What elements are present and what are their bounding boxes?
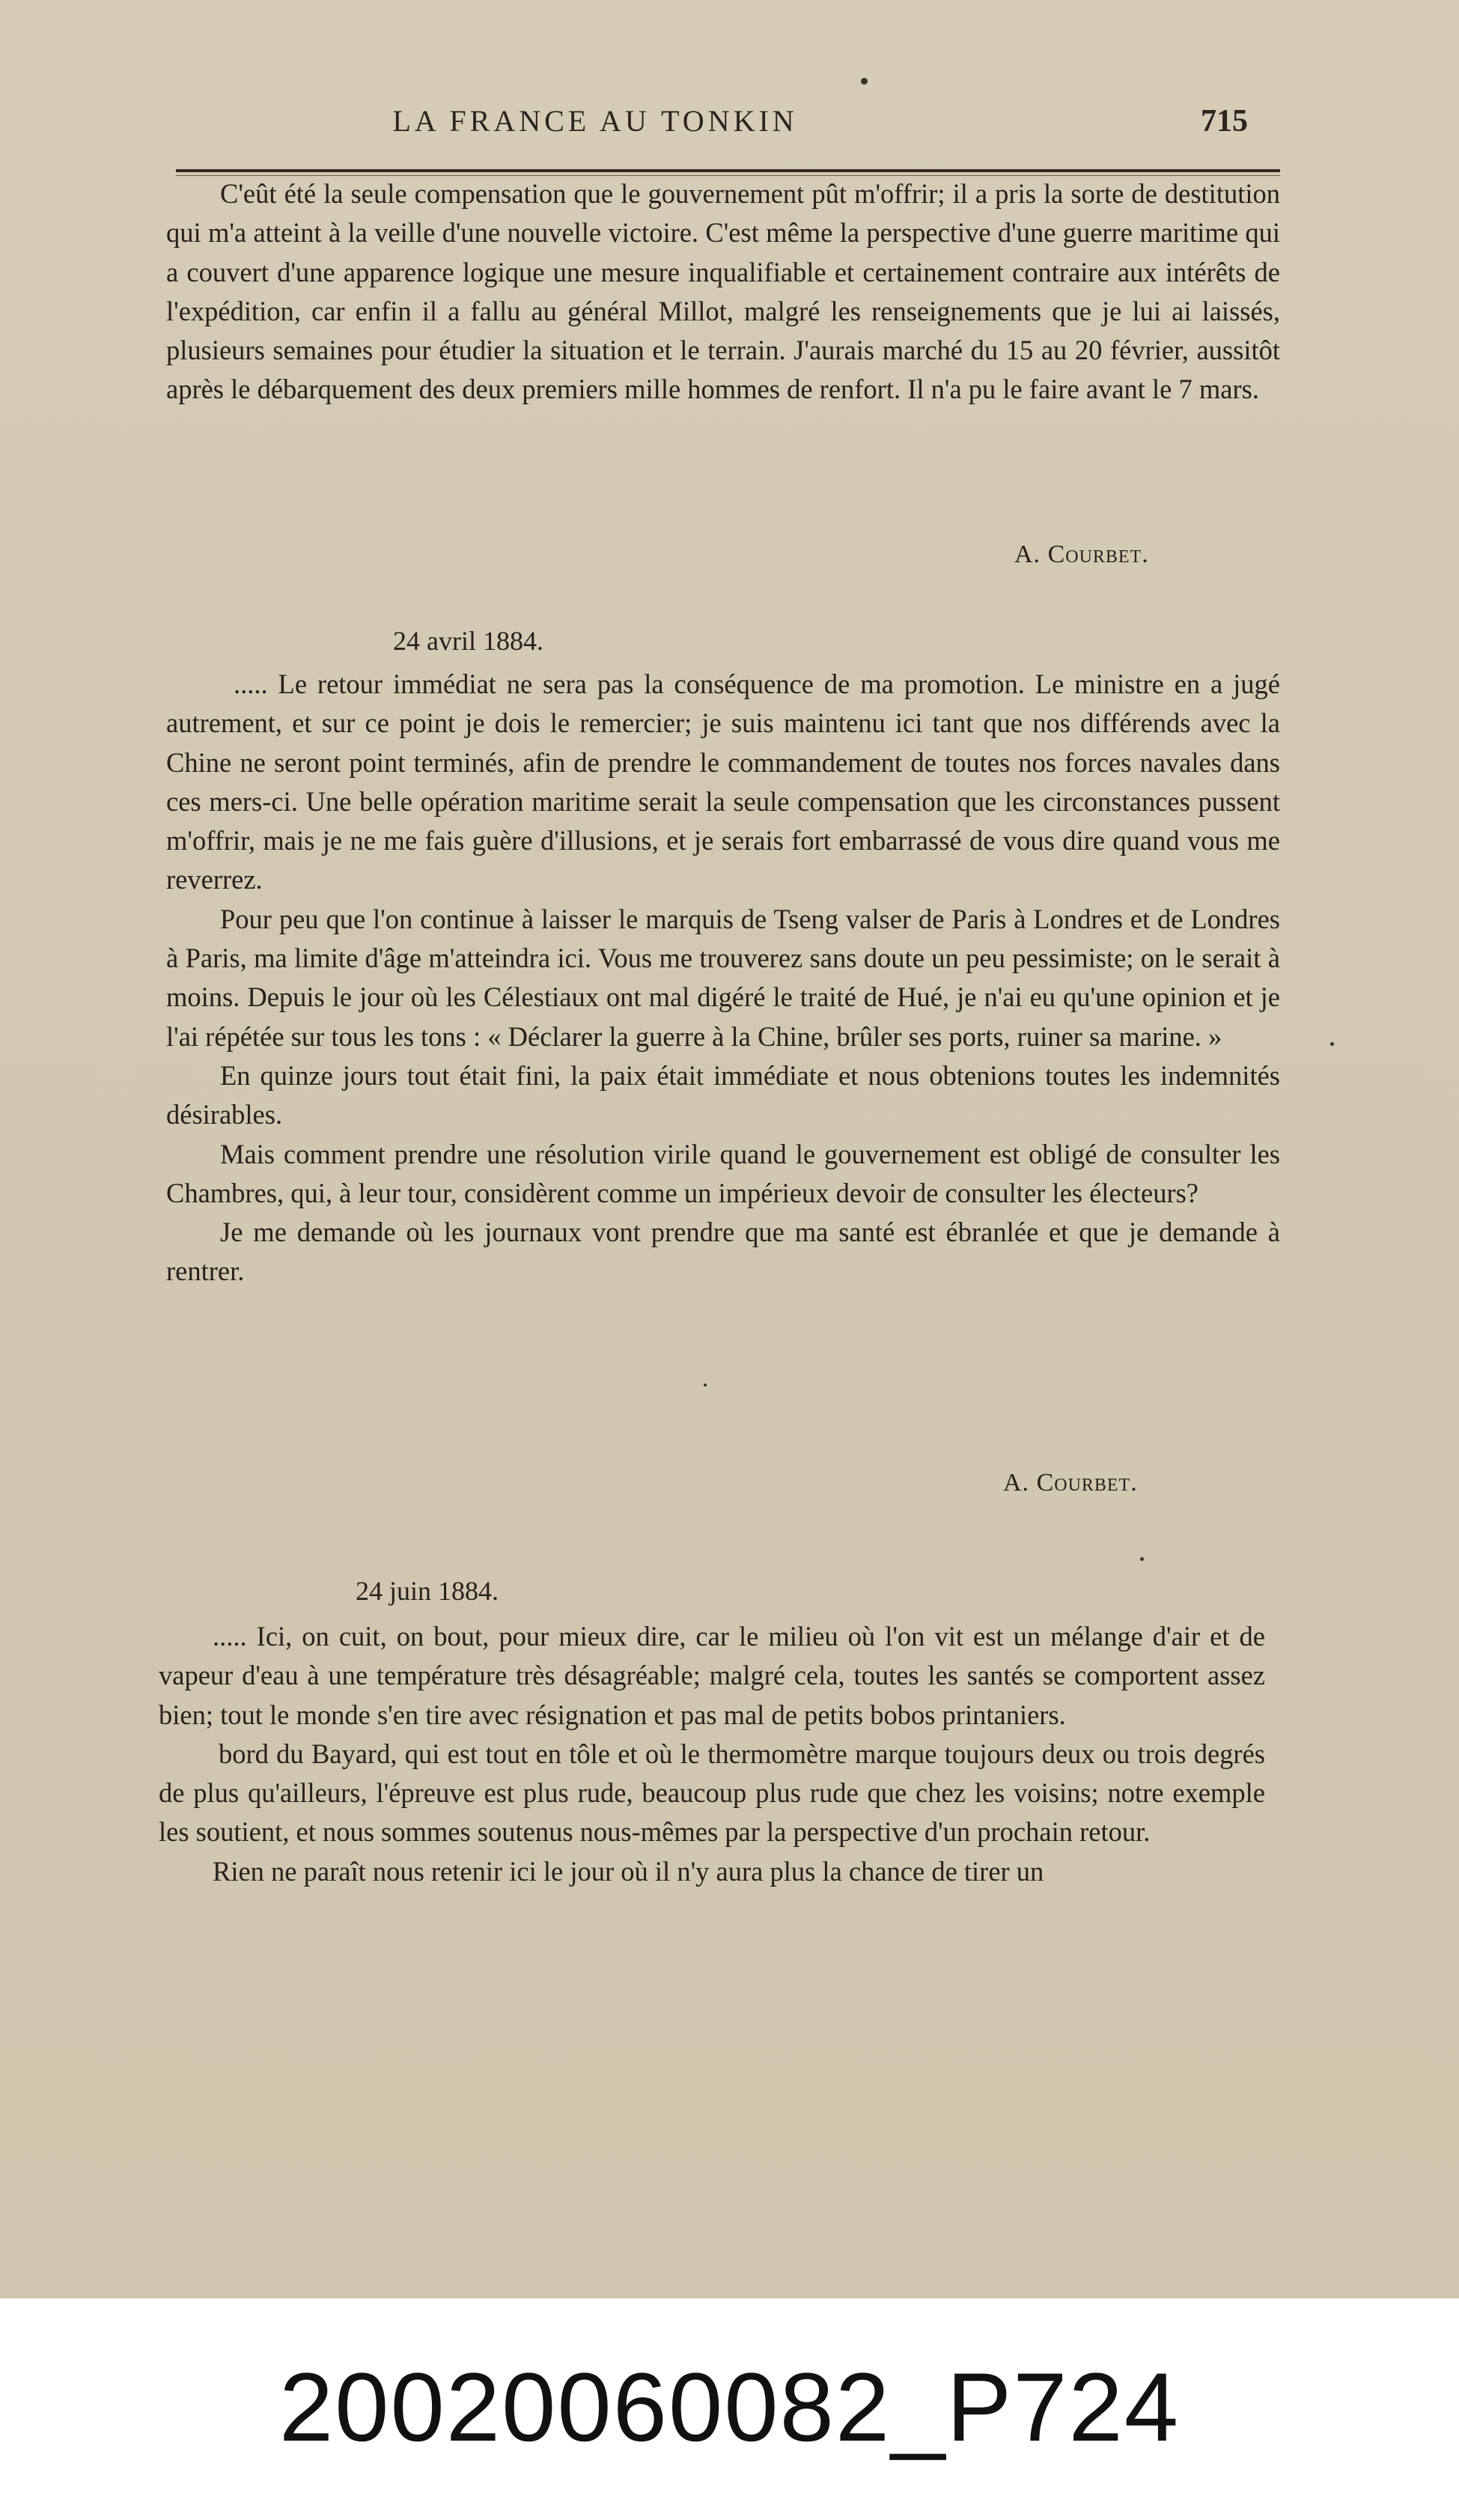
- running-head: LA FRANCE AU TONKIN: [392, 104, 798, 138]
- signature-1: [1014, 541, 1149, 569]
- signature-initial: A.: [1003, 1469, 1030, 1497]
- dateline-2: 24 juin 1884.: [356, 1576, 499, 1606]
- letter-1-body: [166, 174, 1280, 410]
- paragraph: ..... Ici, on cuit, on bout, pour mieux dire, car le milieu où l'on vit est un mélange d'air et de vapeur d'eau à une température très désagréable; malgré cela, toutes les santés se comportent assez bien; tout le monde s'en tire avec résignation et pas mal de petits bobos printaniers.: [159, 1621, 1265, 1730]
- letter-3-body: [159, 1617, 1265, 1891]
- paragraph: bord du Bayard, qui est tout en tôle et où le thermomètre marque toujours deux ou trois degrés de plus qu'ailleurs, l'épreuve est plus rude, beaucoup plus rude que chez les voisins; notre exemple les soutient, et nous sommes soutenus nous-mêmes par la perspective d'un prochain retour.: [159, 1738, 1265, 1848]
- paragraph: En quinze jours tout était fini, la paix était immédiate et nous obtenions toutes les indemnités désirables.: [166, 1059, 1280, 1130]
- paragraph: ..... Le retour immédiat ne sera pas la conséquence de ma promotion. Le ministre en a jugé autrement, et sur ce point je dois le remercier; je suis maintenu ici tant que nos différends avec la Chine ne seront point terminés, afin de prendre le commandement de toutes nos forces navales dans ces mers-ci. Une belle opération maritime serait la seule compensation que les circonstances pussent m'offrir, mais je ne me fais guère d'illusions, et je serais fort embarrassé de vous dire quand vous me reverrez.: [166, 669, 1280, 895]
- signature-name: Courbet.: [1036, 1469, 1138, 1497]
- page-number: 715: [1201, 104, 1248, 139]
- archive-identifier: 20020060082_P724: [278, 2352, 1181, 2462]
- header-rule: [176, 169, 1280, 172]
- paragraph: Pour peu que l'on continue à laisser le marquis de Tseng valser de Paris à Londres et de Londres à Paris, ma limite d'âge m'atteindra ici. Vous me trouverez sans doute un peu pessimiste; on le serait à moins. Depuis le jour où les Célestiaux ont mal digéré le traité de Hué, je n'ai eu qu'une opinion et je l'ai répétée sur tous les tons : « Déclarer la guerre à la Chine, brûler ses ports, ruiner sa marine. »: [166, 903, 1280, 1052]
- scan-speck: [861, 78, 868, 85]
- signature-initial: A.: [1014, 541, 1041, 568]
- letter-2-body: [166, 665, 1280, 1291]
- scan-speck: [1140, 1557, 1144, 1561]
- scan-speck: [1330, 1042, 1334, 1046]
- paragraph: Je me demande où les journaux vont prendre que ma santé est ébranlée et que je demande à rentrer.: [166, 1217, 1280, 1287]
- paragraph: Rien ne paraît nous retenir ici le jour où il n'y aura plus la chance de tirer un: [213, 1855, 1044, 1887]
- signature-name: Courbet.: [1047, 541, 1149, 568]
- signature-2: [1003, 1469, 1138, 1497]
- paragraph: C'eût été la seule compensation que le gouvernement pût m'offrir; il a pris la sorte de destitution qui m'a atteint à la veille d'une nouvelle victoire. C'est même la perspective d'une guerre maritime qui a couvert d'une apparence logique une mesure inqualifiable et certainement contraire aux intérêts de l'expédition, car enfin il a fallu au général Millot, malgré les renseignements que je lui ai laissés, plusieurs semaines pour étudier la situation et le terrain. J'aurais marché du 15 au 20 février, aussitôt après le débarquement des deux premiers mille hommes de renfort. Il n'a pu le faire avant le 7 mars.: [166, 178, 1280, 405]
- paragraph: Mais comment prendre une résolution virile quand le gouvernement est obligé de consulter les Chambres, qui, à leur tour, considèrent comme un impérieux devoir de consulter les électeurs?: [166, 1138, 1280, 1208]
- dateline-1: 24 avril 1884.: [393, 626, 543, 656]
- scan-speck: [704, 1384, 707, 1387]
